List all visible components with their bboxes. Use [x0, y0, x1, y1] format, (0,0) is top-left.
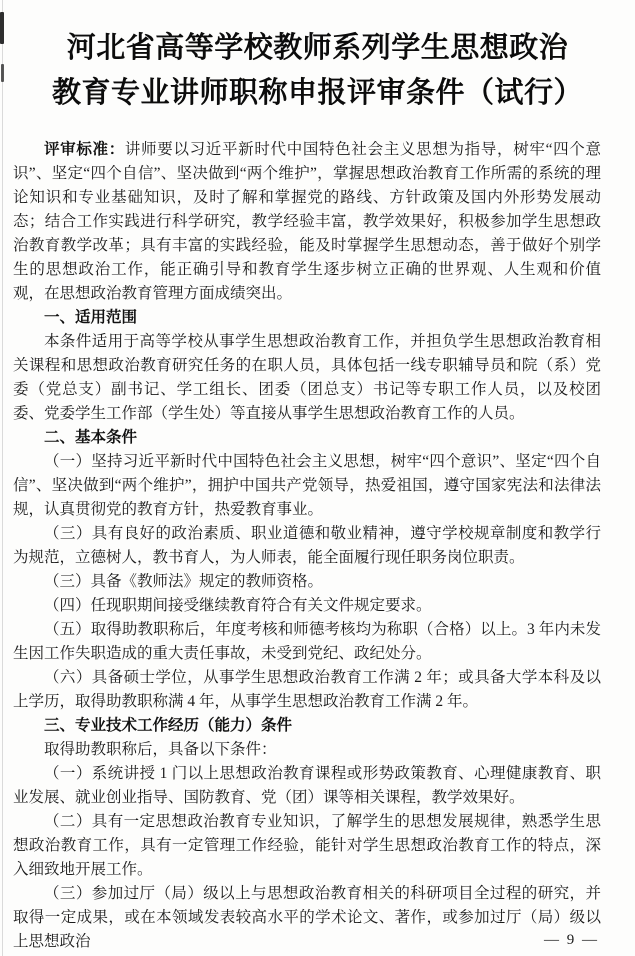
title-line-2: 教育专业讲师职称申报评审条件（试行） — [51, 77, 583, 109]
paragraph-scope-1: 本条件适用于高等学校从事学生思想政治教育工作，并担负学生思想政治教育相关课程和思想政治教育研究任务的在职人员，具体包括一线专职辅导员和院（系）党委（党总支）副书记、学工组长、团委（团总支）书记等专职工作人员，以及校团委、党委学生工作部（学生处）等直接从事学生思想政治教育工作的人员。 — [13, 333, 601, 422]
paragraph-experience-item-1: （一）系统讲授 1 门以上思想政治教育课程或形势政策教育、心理健康教育、职业发展、就业创业指导、国防教育、党（团）课等相关课程，教学效果好。 — [13, 765, 601, 806]
heading-basic-conditions: 二、基本条件 — [44, 429, 138, 446]
page-number: — 9 — — [544, 932, 599, 948]
document-body — [13, 138, 601, 954]
paragraph-basic-item-6: （六）具备硕士学位，从事学生思想政治教育工作满 2 年；或具备大学本科及以上学历，取得助教职称满 4 年，从事学生思想政治教育工作满 2 年。 — [13, 669, 601, 710]
title-line-1: 河北省高等学校教师系列学生思想政治 — [66, 32, 569, 64]
intro-label: 评审标准： — [44, 141, 125, 158]
scan-edge-artifact — [2, 0, 3, 956]
paragraph-basic-item-2: （三）具有良好的政治素质、职业道德和敬业精神，遵守学校规章制度和教学行为规范，立德树人，教书育人，为人师表，能全面履行现任职务岗位职责。 — [13, 525, 601, 566]
paragraph-basic-item-1: （一）坚持习近平新时代中国特色社会主义思想，树牢“四个意识”、坚定“四个自信”、坚决做到“两个维护”，拥护中国共产党领导，热爱祖国，遵守国家宪法和法律法规，认真贯彻党的教育方针，热爱教育事业。 — [13, 453, 601, 518]
scan-smudge-artifact — [1, 64, 4, 82]
heading-scope: 一、适用范围 — [44, 309, 138, 326]
paragraph-basic-item-4: （四）任现职期间接受继续教育符合有关文件规定要求。 — [44, 597, 432, 614]
intro-text: 讲师要以习近平新时代中国特色社会主义思想为指导，树牢“四个意识”、坚定“四个自信”、坚决做到“两个维护”，掌握思想政治教育工作所需的系统的理论知识和专业基础知识，及时了解和掌握党的路线、方针政策及国内外形势发展动态；结合工作实践进行科学研究，教学经验丰富，教学效果好，积极参加学生思想政治教育教学改革；具有丰富的实践经验，能及时掌握学生思想动态，善于做好个别学生的思想政治工作，能正确引导和教育学生逐步树立正确的世界观、人生观和价值观，在思想政治教育管理方面成绩突出。 — [13, 141, 601, 302]
document-title — [0, 0, 635, 116]
paragraph-basic-item-3: （三）具备《教师法》规定的教师资格。 — [44, 573, 324, 590]
paragraph-experience-item-3: （三）参加过厅（局）级以上与思想政治教育相关的科研项目全过程的研究，并取得一定成果，或在本领域发表较高水平的学术论文、著作，或参加过厅（局）级以上思想政治 — [13, 885, 601, 950]
intro-paragraph — [13, 138, 601, 306]
paragraph-experience-item-2: （二）具有一定思想政治教育专业知识，了解学生的思想发展规律，熟悉学生思想政治教育工作，具有一定管理工作经验，能针对学生思想政治教育工作的特点，深入细致地开展工作。 — [13, 813, 601, 878]
paragraph-basic-item-5: （五）取得助教职称后，年度考核和师德考核均为称职（合格）以上。3 年内未发生因工作失职造成的重大责任事故，未受到党纪、政纪处分。 — [13, 621, 601, 662]
paragraph-experience-intro: 取得助教职称后，具备以下条件： — [44, 741, 277, 758]
scan-smudge-artifact — [0, 12, 4, 44]
heading-work-experience: 三、专业技术工作经历（能力）条件 — [44, 717, 293, 734]
